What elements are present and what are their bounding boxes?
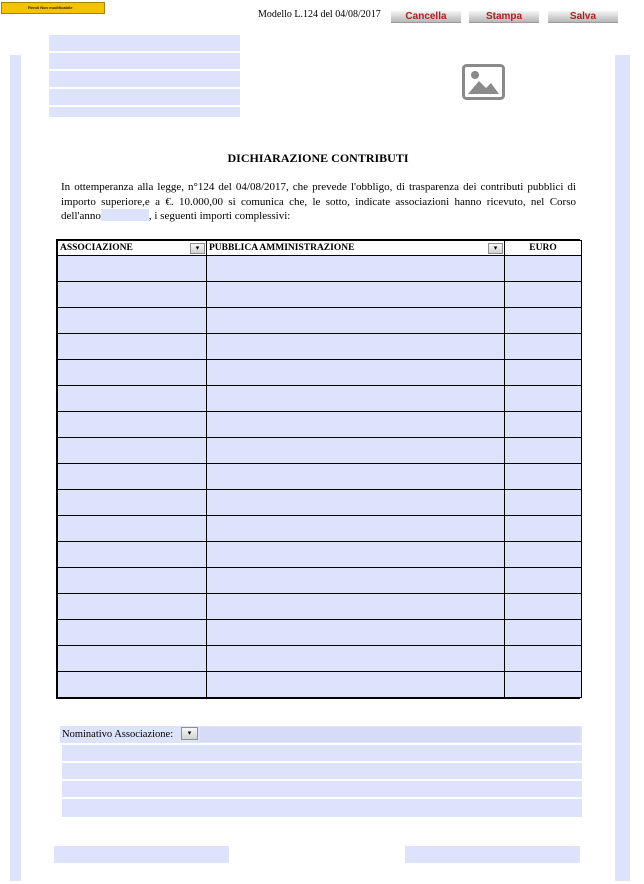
euro-cell[interactable] — [505, 334, 582, 360]
associazione-cell[interactable] — [58, 412, 207, 438]
associazione-cell[interactable] — [58, 360, 207, 386]
table-header-row — [58, 241, 582, 256]
associazione-cell[interactable] — [58, 568, 207, 594]
footer-field-2[interactable] — [62, 763, 582, 779]
nominativo-input[interactable] — [200, 727, 580, 742]
pubblica-amministrazione-cell[interactable] — [207, 282, 505, 308]
table-body — [58, 256, 582, 698]
table-row — [58, 386, 582, 412]
footer-field-1[interactable] — [62, 745, 582, 761]
column-header-pubblica-amministrazione — [207, 241, 505, 256]
table-row — [58, 568, 582, 594]
footer-field-4[interactable] — [62, 799, 582, 817]
pubblica-amministrazione-cell[interactable] — [207, 672, 505, 698]
associazione-cell[interactable] — [58, 334, 207, 360]
euro-cell[interactable] — [505, 594, 582, 620]
table-row — [58, 594, 582, 620]
document-title: DICHIARAZIONE CONTRIBUTI — [227, 151, 409, 165]
right-margin-strip — [615, 55, 630, 881]
euro-cell[interactable] — [505, 568, 582, 594]
associazione-cell[interactable] — [58, 620, 207, 646]
associazione-cell[interactable] — [58, 282, 207, 308]
euro-cell[interactable] — [505, 672, 582, 698]
nominativo-label: Nominativo Associazione: — [62, 729, 174, 740]
table-row — [58, 360, 582, 386]
header-field-2[interactable] — [49, 53, 240, 69]
associazione-cell[interactable] — [58, 464, 207, 490]
euro-cell[interactable] — [505, 256, 582, 282]
pubblica-amministrazione-cell[interactable] — [207, 490, 505, 516]
table-row — [58, 490, 582, 516]
associazione-cell[interactable] — [58, 256, 207, 282]
cancel-button[interactable]: Cancella — [391, 11, 461, 23]
year-input[interactable] — [101, 209, 149, 221]
table-row — [58, 308, 582, 334]
image-placeholder-icon[interactable] — [462, 64, 505, 100]
table-row — [58, 672, 582, 698]
save-button[interactable]: Salva — [548, 11, 618, 23]
associazione-cell[interactable] — [58, 308, 207, 334]
table-row — [58, 256, 582, 282]
table-row — [58, 412, 582, 438]
table-row — [58, 438, 582, 464]
euro-cell[interactable] — [505, 386, 582, 412]
model-reference-label: Modello L.124 del 04/08/2017 — [258, 9, 381, 20]
associazione-cell[interactable] — [58, 438, 207, 464]
pubblica-amministrazione-cell[interactable] — [207, 412, 505, 438]
euro-cell[interactable] — [505, 516, 582, 542]
lock-form-button[interactable]: Rendi Non modificabile — [1, 2, 105, 14]
column-header-associazione-label: ASSOCIAZIONE — [60, 243, 133, 253]
footer-field-3[interactable] — [62, 781, 582, 797]
chevron-down-icon[interactable]: ▾ — [488, 243, 503, 254]
pubblica-amministrazione-cell[interactable] — [207, 620, 505, 646]
pubblica-amministrazione-cell[interactable] — [207, 256, 505, 282]
euro-cell[interactable] — [505, 490, 582, 516]
associazione-cell[interactable] — [58, 490, 207, 516]
left-margin-strip — [10, 55, 21, 881]
pubblica-amministrazione-cell[interactable] — [207, 334, 505, 360]
chevron-down-icon[interactable]: ▾ — [190, 243, 205, 254]
table-row — [58, 646, 582, 672]
associazione-cell[interactable] — [58, 516, 207, 542]
pubblica-amministrazione-cell[interactable] — [207, 464, 505, 490]
column-header-associazione — [58, 241, 207, 256]
pubblica-amministrazione-cell[interactable] — [207, 360, 505, 386]
header-field-3[interactable] — [49, 71, 240, 87]
signature-field[interactable] — [405, 846, 580, 863]
intro-paragraph — [61, 180, 576, 224]
euro-cell[interactable] — [505, 360, 582, 386]
associazione-cell[interactable] — [58, 594, 207, 620]
table-row — [58, 282, 582, 308]
pubblica-amministrazione-cell[interactable] — [207, 308, 505, 334]
table-row — [58, 334, 582, 360]
euro-cell[interactable] — [505, 464, 582, 490]
associazione-cell[interactable] — [58, 542, 207, 568]
table-row — [58, 542, 582, 568]
associazione-cell[interactable] — [58, 646, 207, 672]
column-header-pa-label: PUBBLICA AMMINISTRAZIONE — [209, 243, 355, 253]
euro-cell[interactable] — [505, 282, 582, 308]
pubblica-amministrazione-cell[interactable] — [207, 438, 505, 464]
pubblica-amministrazione-cell[interactable] — [207, 594, 505, 620]
euro-cell[interactable] — [505, 620, 582, 646]
pubblica-amministrazione-cell[interactable] — [207, 516, 505, 542]
euro-cell[interactable] — [505, 438, 582, 464]
table-row — [58, 516, 582, 542]
euro-cell[interactable] — [505, 308, 582, 334]
table-row — [58, 464, 582, 490]
associazione-cell[interactable] — [58, 386, 207, 412]
header-field-5[interactable] — [49, 107, 240, 117]
pubblica-amministrazione-cell[interactable] — [207, 542, 505, 568]
euro-cell[interactable] — [505, 412, 582, 438]
print-button[interactable]: Stampa — [469, 11, 539, 23]
euro-cell[interactable] — [505, 542, 582, 568]
chevron-down-icon[interactable]: ▾ — [181, 727, 198, 740]
pubblica-amministrazione-cell[interactable] — [207, 386, 505, 412]
place-date-field[interactable] — [54, 846, 229, 863]
table-row — [58, 620, 582, 646]
header-field-4[interactable] — [49, 89, 240, 105]
intro-text: In ottemperanza alla legge, n°124 del 04/08/2017, che prevede l'obbligo, di trasparenza dei contributi pubblici di importo superiore,e a €. 10.000,00 si comunica che, le sotto, indicate associazioni hanno ricevuto, nel Corso dell'anno — [61, 181, 576, 222]
associazione-cell[interactable] — [58, 672, 207, 698]
euro-cell[interactable] — [505, 646, 582, 672]
pubblica-amministrazione-cell[interactable] — [207, 568, 505, 594]
intro-text-end: , i seguenti importi complessivi: — [148, 210, 291, 222]
pubblica-amministrazione-cell[interactable] — [207, 646, 505, 672]
contributions-table — [56, 239, 580, 699]
header-field-1[interactable] — [49, 35, 240, 51]
column-header-euro: EURO — [505, 241, 582, 256]
